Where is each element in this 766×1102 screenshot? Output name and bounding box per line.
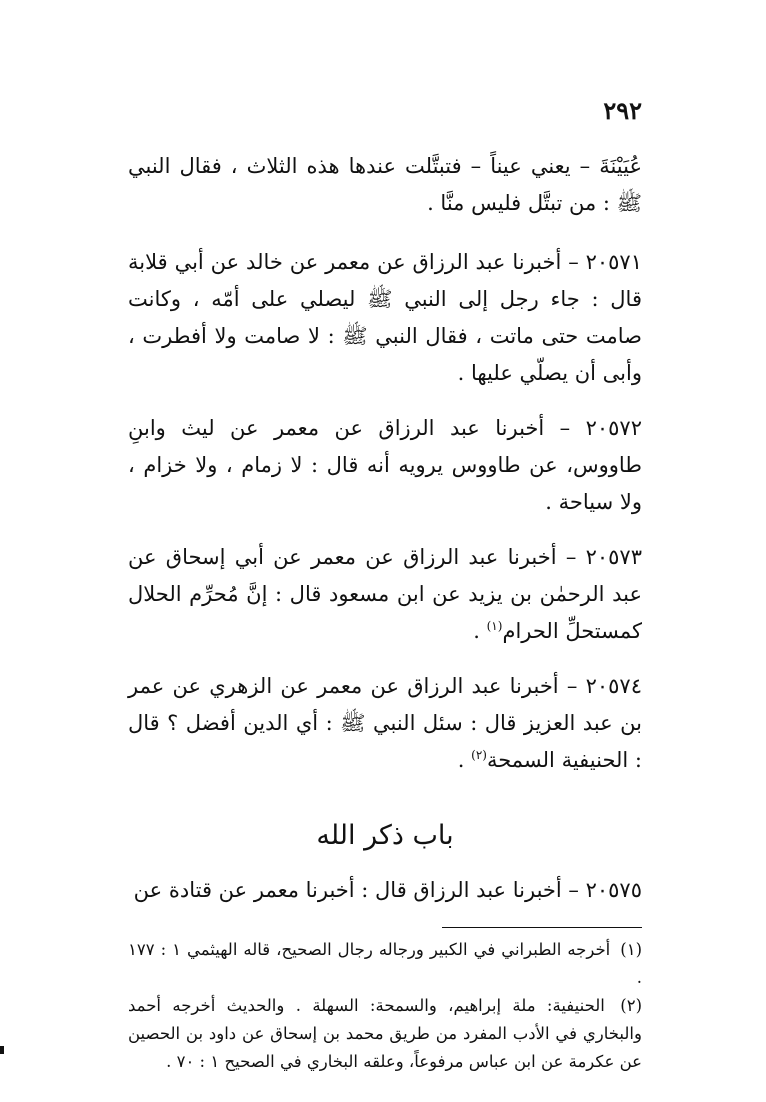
footnote-2 (128, 992, 642, 1076)
section-title: باب ذكر الله (316, 820, 454, 851)
hadith-20571 (128, 244, 642, 392)
footnote-ref-2: (٢) (471, 748, 487, 762)
footnote-divider (442, 927, 642, 928)
hadith-text: ٢٠٥٧٣ – أخبرنا عبد الرزاق عن معمر عن أبي إسحاق عن عبد الرحمٰن بن يزيد عن ابن مسعود قال : إنَّ مُحرِّم الحلال كمستحلِّ الحرام (128, 545, 642, 643)
hadith-text: ٢٠٥٧١ – أخبرنا عبد الرزاق عن معمر عن خالد عن أبي قلابة قال : جاء رجل إلى النبي ﷺ ليصلي على أمّه ، وكانت صامت حتى ماتت ، فقال النبي ﷺ : لا صامت ولا أفطرت ، وأبى أن يصلّي عليها . (128, 250, 642, 385)
main-text (128, 148, 642, 1076)
hadith-20574 (128, 668, 642, 779)
hadith-20575: ٢٠٥٧٥ – أخبرنا عبد الرزاق قال : أخبرنا معمر عن قتادة عن (133, 878, 642, 902)
footnote-number: (٢) (620, 996, 642, 1015)
footnote-ref-1: (١) (486, 619, 503, 633)
scan-edge-mark (0, 1046, 4, 1054)
intro-paragraph: عُيَيْنَةَ – يعني عيناً – فتبتَّلت عندها هذه الثلاث ، فقال النبي ﷺ : من تبتَّل فليس منَّا . (128, 154, 642, 215)
footnote-number: (١) (620, 940, 642, 959)
end-dot: . (473, 619, 480, 643)
page-number: ٢٩٢ (603, 96, 642, 125)
footnote-1 (128, 936, 642, 992)
footnotes (128, 936, 642, 1076)
hadith-text: ٢٠٥٧٤ – أخبرنا عبد الرزاق عن معمر عن الزهري عن عمر بن عبد العزيز قال : سئل النبي ﷺ : أي الدين أفضل ؟ قال : الحنيفية السمحة (128, 674, 642, 772)
hadith-20573 (128, 539, 642, 650)
hadith-text: ٢٠٥٧٢ – أخبرنا عبد الرزاق عن معمر عن ليث وابنِ طاووس، عن طاووس يرويه أنه قال : لا زمام ، ولا خزام ، ولا سياحة . (128, 416, 642, 514)
footnote-text: أخرجه الطبراني في الكبير ورجاله رجال الصحيح، قاله الهيثمي ١ : ١٧٧ . (128, 940, 642, 987)
end-dot: . (457, 748, 465, 772)
footnote-text: الحنيفية: ملة إبراهيم، والسمحة: السهلة . والحديث أخرجه أحمد والبخاري في الأدب المفرد من طريق محمد بن إسحاق عن داود بن الحصين عن عكرمة عن ابن عباس مرفوعاً، وعلقه البخاري في الصحيح ١ : ٧٠ . (128, 996, 642, 1071)
hadith-20572 (128, 410, 642, 521)
